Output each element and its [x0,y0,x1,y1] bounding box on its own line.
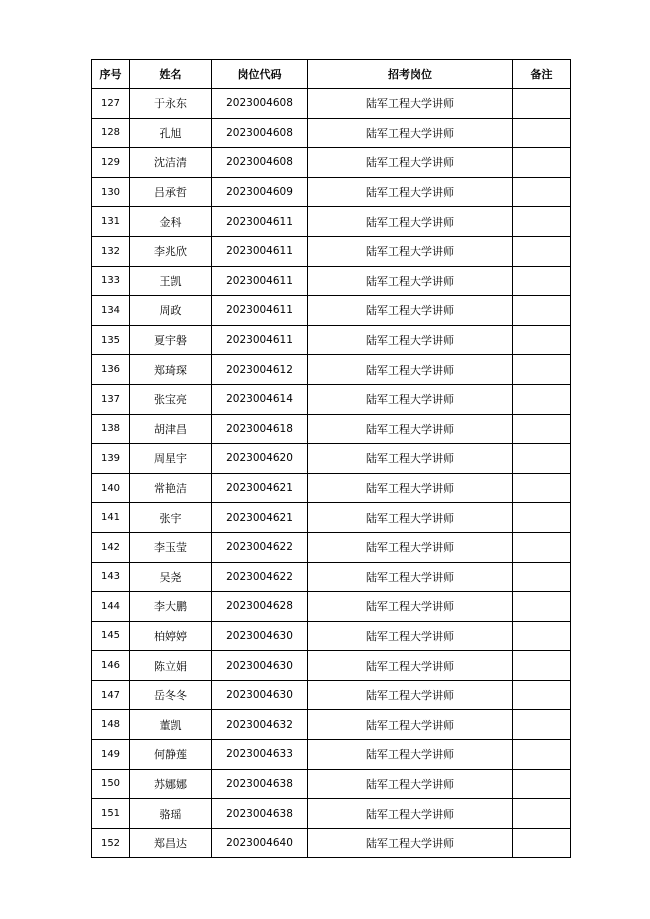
cell-note [513,769,571,799]
cell-name: 吴尧 [130,562,212,592]
cell-note [513,740,571,770]
cell-position: 陆军工程大学讲师 [308,177,513,207]
table-row [92,621,571,651]
cell-name: 周星宇 [130,444,212,474]
cell-note [513,444,571,474]
cell-position: 陆军工程大学讲师 [308,532,513,562]
cell-position: 陆军工程大学讲师 [308,592,513,622]
cell-name: 李兆欣 [130,236,212,266]
cell-note [513,592,571,622]
cell-position: 陆军工程大学讲师 [308,680,513,710]
cell-seq: 138 [92,414,130,444]
cell-name: 吕承哲 [130,177,212,207]
cell-position: 陆军工程大学讲师 [308,118,513,148]
cell-code: 2023004622 [212,562,308,592]
cell-name: 于永东 [130,89,212,119]
table-header [92,60,571,89]
cell-seq: 141 [92,503,130,533]
cell-code: 2023004638 [212,769,308,799]
cell-note [513,236,571,266]
cell-position: 陆军工程大学讲师 [308,473,513,503]
cell-note [513,207,571,237]
cell-seq: 130 [92,177,130,207]
cell-code: 2023004609 [212,177,308,207]
cell-seq: 149 [92,740,130,770]
table-row [92,266,571,296]
cell-code: 2023004611 [212,296,308,326]
cell-name: 柏婷婷 [130,621,212,651]
cell-code: 2023004608 [212,118,308,148]
table-row [92,503,571,533]
cell-note [513,473,571,503]
cell-name: 陈立娟 [130,651,212,681]
cell-note [513,384,571,414]
cell-note [513,828,571,858]
cell-name: 张宝亮 [130,384,212,414]
cell-name: 孔旭 [130,118,212,148]
header-row [92,60,571,89]
cell-position: 陆军工程大学讲师 [308,769,513,799]
cell-position: 陆军工程大学讲师 [308,740,513,770]
cell-name: 胡津昌 [130,414,212,444]
cell-note [513,325,571,355]
cell-position: 陆军工程大学讲师 [308,444,513,474]
cell-note [513,562,571,592]
cell-code: 2023004612 [212,355,308,385]
cell-position: 陆军工程大学讲师 [308,355,513,385]
cell-seq: 140 [92,473,130,503]
cell-note [513,177,571,207]
cell-seq: 145 [92,621,130,651]
cell-note [513,621,571,651]
cell-seq: 151 [92,799,130,829]
cell-note [513,296,571,326]
table-row [92,325,571,355]
cell-seq: 132 [92,236,130,266]
cell-position: 陆军工程大学讲师 [308,651,513,681]
cell-seq: 131 [92,207,130,237]
cell-code: 2023004630 [212,680,308,710]
cell-code: 2023004632 [212,710,308,740]
cell-name: 郑琦琛 [130,355,212,385]
cell-position: 陆军工程大学讲师 [308,710,513,740]
cell-code: 2023004630 [212,621,308,651]
table-row [92,355,571,385]
header-name: 姓名 [130,60,212,89]
header-seq: 序号 [92,60,130,89]
cell-note [513,799,571,829]
table-row [92,592,571,622]
cell-position: 陆军工程大学讲师 [308,236,513,266]
cell-seq: 146 [92,651,130,681]
cell-position: 陆军工程大学讲师 [308,503,513,533]
cell-name: 李大鹏 [130,592,212,622]
cell-seq: 127 [92,89,130,119]
cell-name: 岳冬冬 [130,680,212,710]
cell-seq: 142 [92,532,130,562]
cell-name: 苏娜娜 [130,769,212,799]
cell-code: 2023004620 [212,444,308,474]
cell-name: 何静莲 [130,740,212,770]
cell-seq: 136 [92,355,130,385]
cell-seq: 135 [92,325,130,355]
table-row [92,118,571,148]
cell-name: 骆瑶 [130,799,212,829]
table-row [92,384,571,414]
table-row [92,799,571,829]
cell-code: 2023004621 [212,503,308,533]
cell-code: 2023004618 [212,414,308,444]
table-body [92,89,571,858]
cell-name: 周政 [130,296,212,326]
header-code: 岗位代码 [212,60,308,89]
cell-note [513,503,571,533]
table-row [92,296,571,326]
table-row [92,562,571,592]
table-row [92,236,571,266]
cell-note [513,680,571,710]
cell-position: 陆军工程大学讲师 [308,384,513,414]
cell-position: 陆军工程大学讲师 [308,296,513,326]
cell-name: 王凯 [130,266,212,296]
cell-position: 陆军工程大学讲师 [308,266,513,296]
cell-code: 2023004638 [212,799,308,829]
cell-seq: 137 [92,384,130,414]
cell-note [513,414,571,444]
table-row [92,414,571,444]
header-position: 招考岗位 [308,60,513,89]
table-row [92,828,571,858]
table-row [92,769,571,799]
cell-seq: 134 [92,296,130,326]
table-row [92,444,571,474]
header-note: 备注 [513,60,571,89]
cell-name: 常艳洁 [130,473,212,503]
table-row [92,473,571,503]
roster-table [91,59,571,858]
cell-name: 李玉莹 [130,532,212,562]
cell-code: 2023004611 [212,266,308,296]
cell-code: 2023004608 [212,89,308,119]
cell-position: 陆军工程大学讲师 [308,89,513,119]
cell-seq: 150 [92,769,130,799]
cell-code: 2023004633 [212,740,308,770]
cell-code: 2023004621 [212,473,308,503]
table-row [92,177,571,207]
cell-note [513,532,571,562]
cell-name: 张宇 [130,503,212,533]
cell-seq: 129 [92,148,130,178]
table-row [92,651,571,681]
table-row [92,89,571,119]
cell-seq: 144 [92,592,130,622]
cell-name: 郑昌达 [130,828,212,858]
table-row [92,710,571,740]
cell-note [513,118,571,148]
cell-code: 2023004611 [212,236,308,266]
cell-position: 陆军工程大学讲师 [308,621,513,651]
cell-seq: 143 [92,562,130,592]
cell-code: 2023004622 [212,532,308,562]
cell-position: 陆军工程大学讲师 [308,325,513,355]
cell-position: 陆军工程大学讲师 [308,148,513,178]
table-row [92,740,571,770]
cell-name: 董凯 [130,710,212,740]
cell-code: 2023004611 [212,325,308,355]
cell-code: 2023004611 [212,207,308,237]
cell-position: 陆军工程大学讲师 [308,562,513,592]
cell-seq: 147 [92,680,130,710]
cell-seq: 139 [92,444,130,474]
cell-position: 陆军工程大学讲师 [308,414,513,444]
cell-note [513,710,571,740]
table-row [92,207,571,237]
cell-note [513,148,571,178]
cell-position: 陆军工程大学讲师 [308,828,513,858]
cell-name: 夏宇磐 [130,325,212,355]
cell-code: 2023004614 [212,384,308,414]
cell-code: 2023004640 [212,828,308,858]
cell-code: 2023004628 [212,592,308,622]
cell-note [513,89,571,119]
cell-note [513,651,571,681]
cell-seq: 128 [92,118,130,148]
cell-name: 沈洁清 [130,148,212,178]
table-row [92,680,571,710]
cell-seq: 148 [92,710,130,740]
cell-code: 2023004608 [212,148,308,178]
cell-seq: 133 [92,266,130,296]
cell-code: 2023004630 [212,651,308,681]
cell-position: 陆军工程大学讲师 [308,207,513,237]
table-row [92,148,571,178]
table-row [92,532,571,562]
cell-note [513,355,571,385]
cell-seq: 152 [92,828,130,858]
cell-note [513,266,571,296]
cell-position: 陆军工程大学讲师 [308,799,513,829]
cell-name: 金科 [130,207,212,237]
